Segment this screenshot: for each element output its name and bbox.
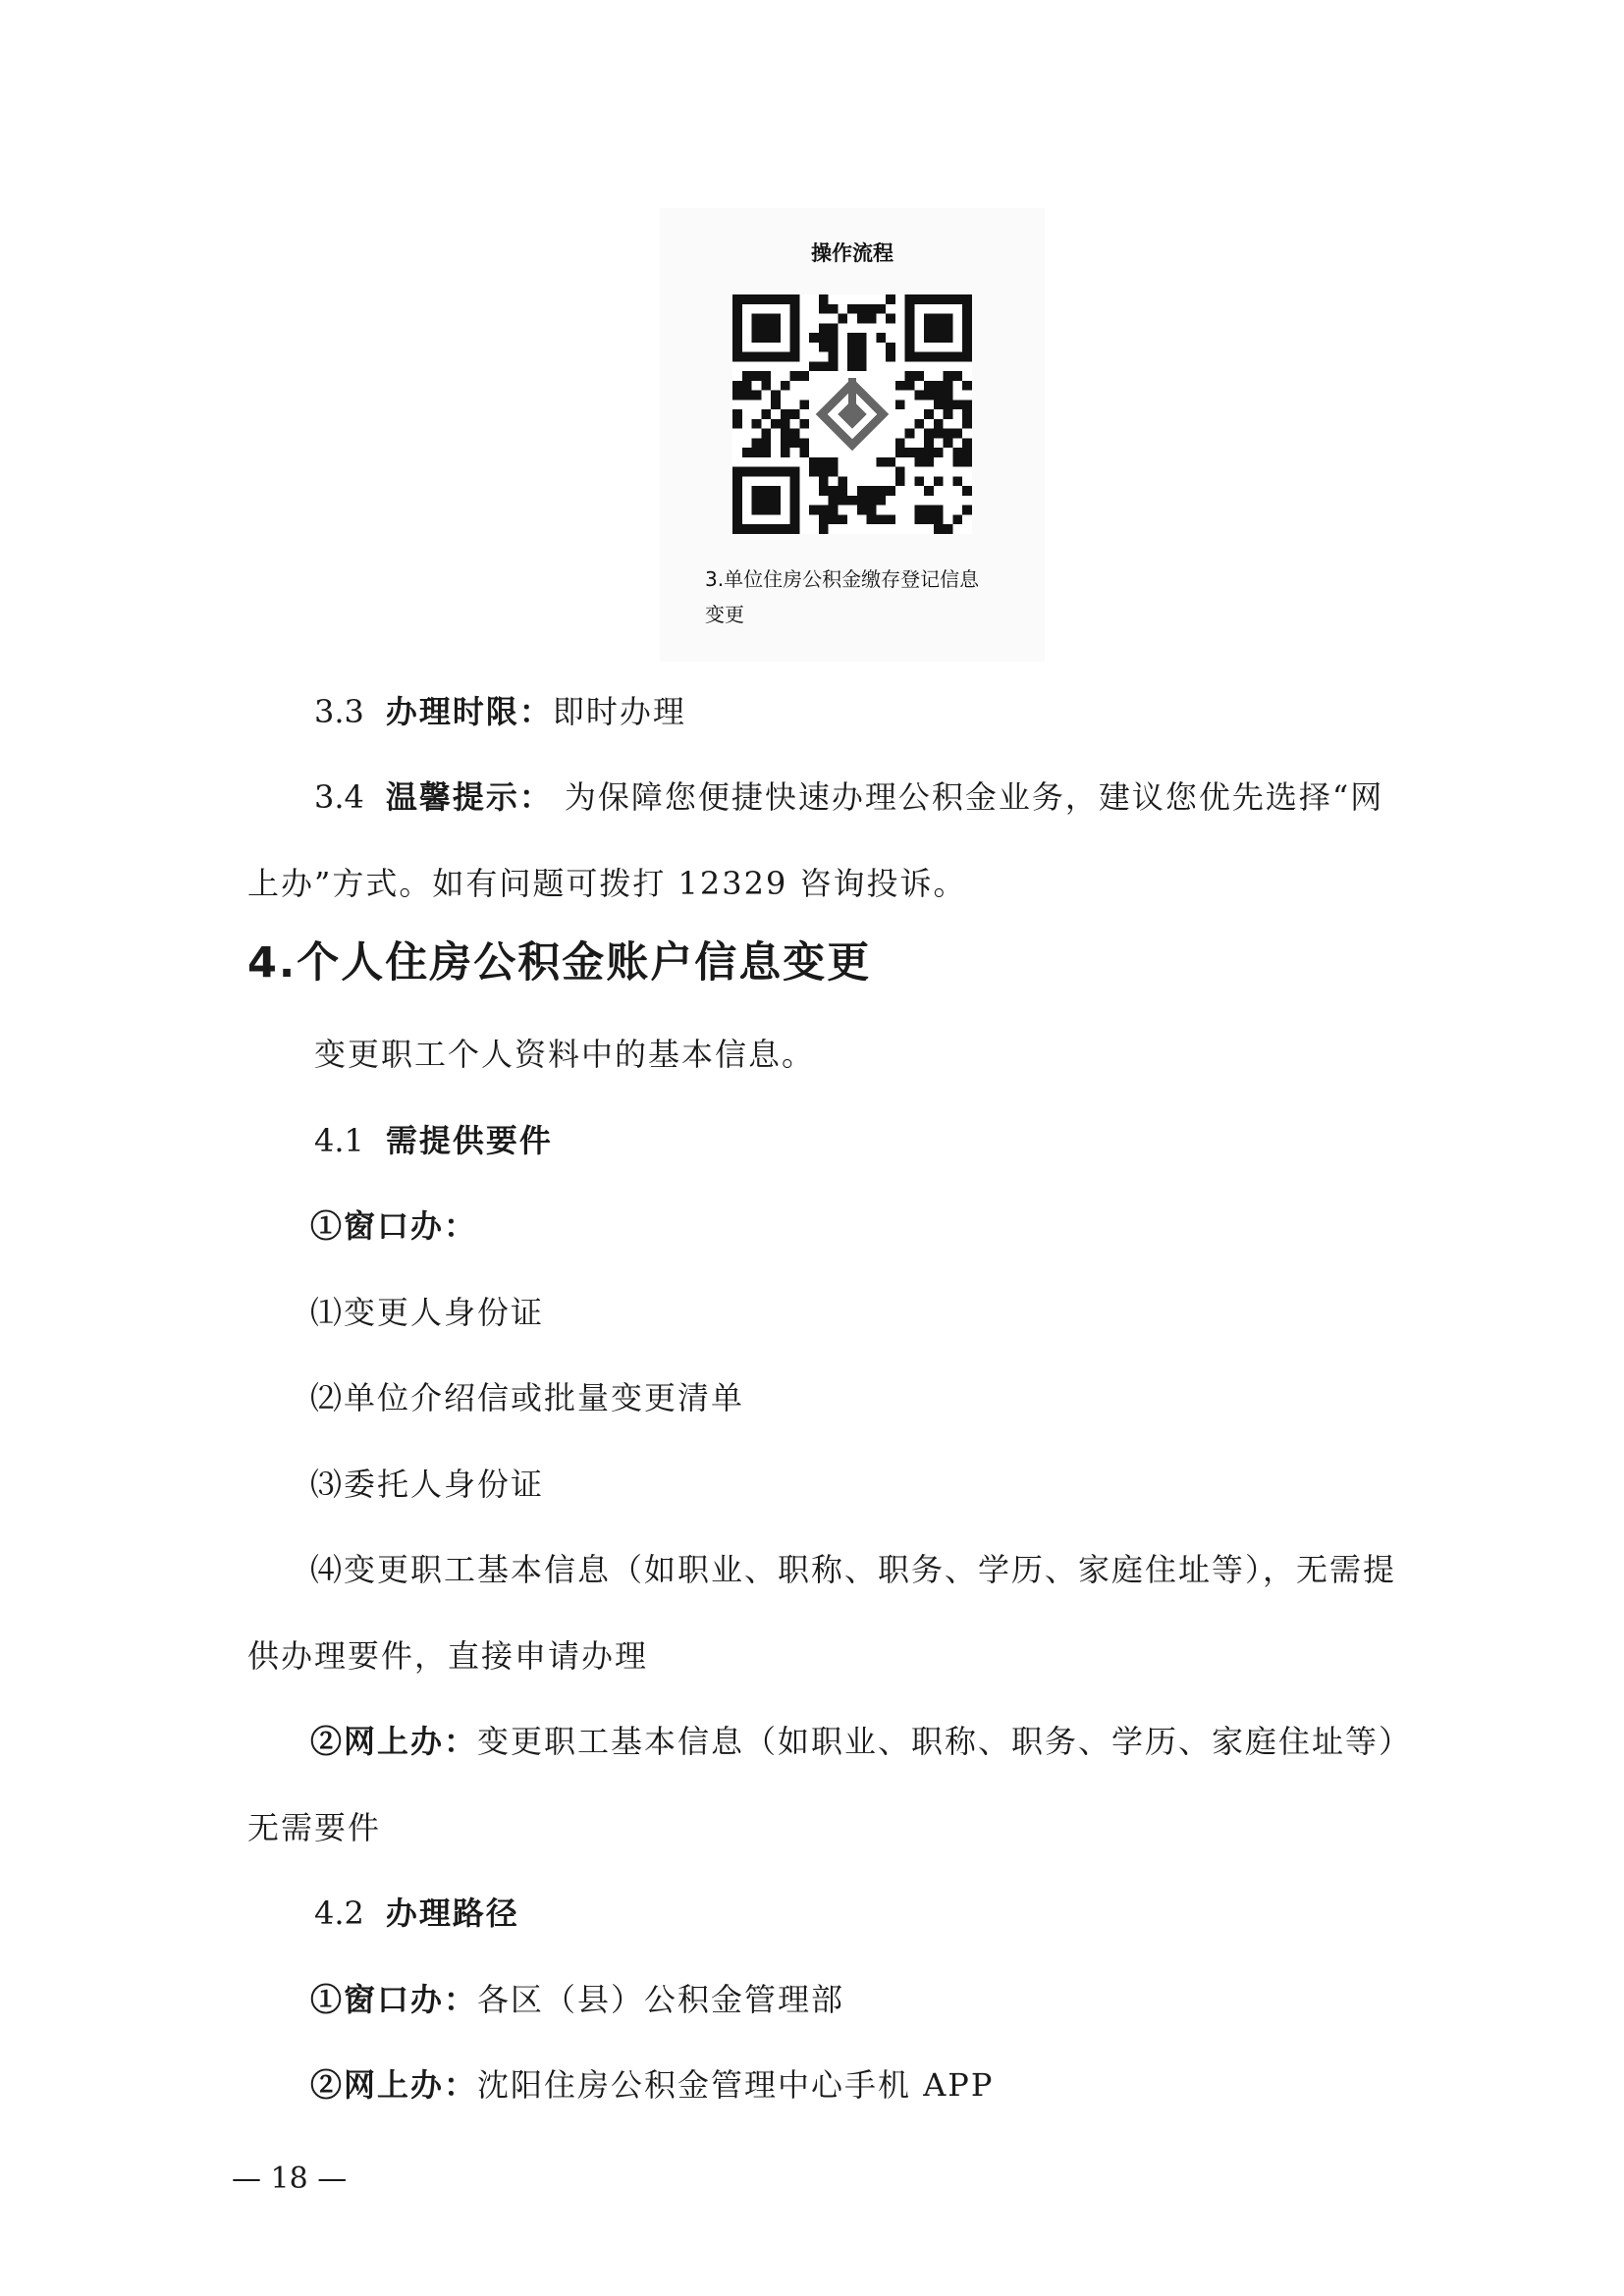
qr-caption-line: 3.单位住房公积金缴存登记信息 [705,567,980,591]
section-number: 4.2 [314,1895,364,1932]
path-window-label: ①窗口办： [310,1981,478,2018]
section-3-4-cont: 上办”方式。如有问题可拨打 12329 咨询投诉。 [247,865,967,902]
section-4-1 [314,1119,553,1162]
path-window [310,1978,844,2021]
section-number: 3.4 [314,778,364,816]
list-item: ⑵单位介绍信或批量变更清单 [310,1379,745,1416]
path-window-text: 各区（县）公积金管理部 [477,1981,845,2018]
qr-card-title: 操作流程 [811,241,893,265]
section-label: 需提供要件 [385,1122,553,1159]
qr-caption [705,561,1019,632]
section-3-3 [314,690,686,733]
qr-code-card [660,208,1045,662]
online-text: 变更职工基本信息（如职业、职称、职务、学历、家庭住址等） [477,1723,1413,1760]
section-3-4 [314,775,1383,819]
intro-text: 变更职工个人资料中的基本信息。 [314,1036,816,1073]
list-item: ⑴变更人身份证 [310,1294,545,1331]
list-item-cont: 供办理要件，直接申请办理 [247,1637,649,1675]
section-text: 即时办理 [552,693,686,730]
section-label: 办理路径 [385,1895,519,1932]
path-online [310,2063,994,2107]
section-heading-4: 4.个人住房公积金账户信息变更 [247,938,872,988]
online-requirement [310,1720,1412,1763]
path-online-text: 沈阳住房公积金管理中心手机 APP [477,2066,995,2104]
qr-center-logo-icon [811,373,893,455]
page-number: — 18 — [232,2162,348,2196]
section-text: 为保障您便捷快速办理公积金业务，建议您优先选择“网 [564,778,1384,816]
list-item: ⑷变更职工基本信息（如职业、职称、职务、学历、家庭住址等），无需提 [310,1551,1397,1588]
section-number: 3.3 [314,693,364,730]
section-label: 温馨提示： [385,778,553,816]
online-text-cont: 无需要件 [247,1809,382,1846]
section-4-2 [314,1892,519,1935]
section-label: 办理时限： [385,693,553,730]
list-item: ⑶委托人身份证 [310,1466,545,1503]
window-label: ①窗口办： [310,1207,478,1245]
online-label: ②网上办： [310,1723,478,1760]
path-online-label: ②网上办： [310,2066,478,2104]
qr-caption-line: 变更 [705,603,744,626]
qr-code-image [732,294,972,534]
section-number: 4.1 [314,1122,364,1159]
